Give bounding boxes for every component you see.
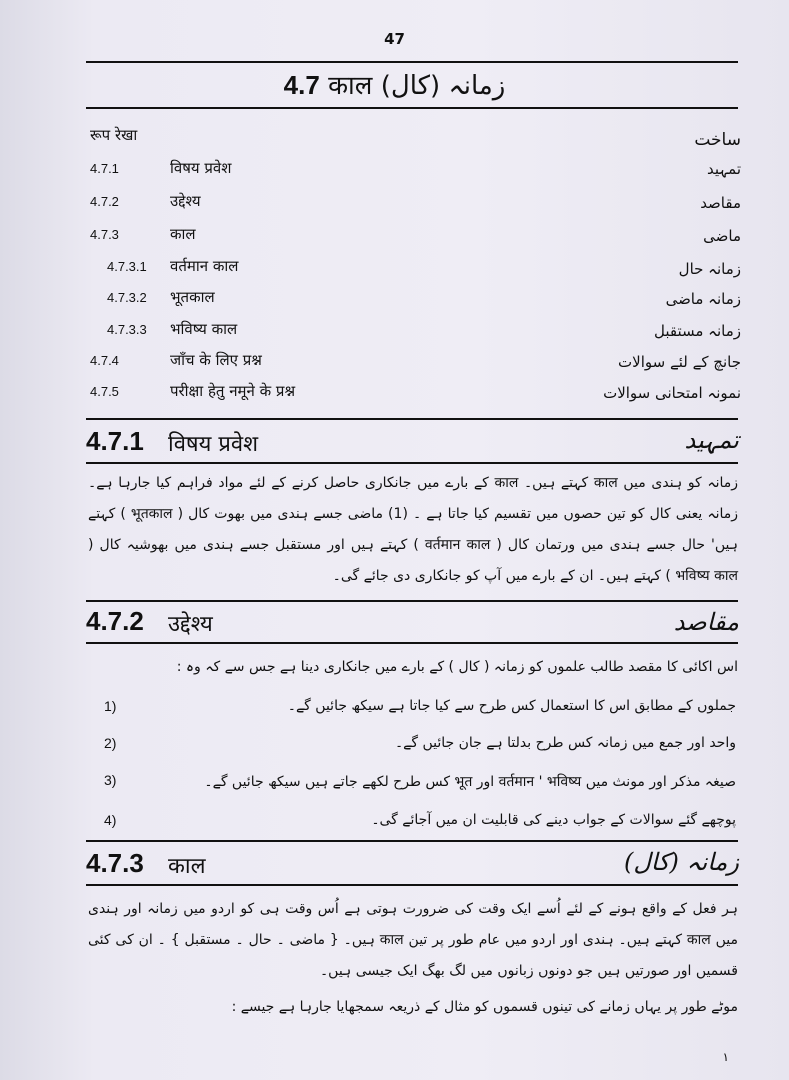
outline-item-urdu: زمانہ مستقبل: [654, 322, 741, 340]
objective-number: 4): [104, 812, 117, 828]
objective-text: واحد اور جمع میں زمانہ کس طرح بدلتا ہے جان جائیں گے۔: [394, 735, 736, 751]
section-2-hindi-title: उद्देश्य: [168, 612, 213, 637]
section-3-number: 4.7.3: [86, 848, 144, 878]
objective-number: 1): [104, 698, 117, 714]
outline-item-number: 4.7.3: [90, 227, 119, 242]
outline-item-hindi: विषय प्रवेश: [170, 159, 232, 177]
outline-item-number: 4.7.3.2: [107, 290, 147, 305]
section-1-bottom-rule: [86, 462, 738, 464]
title-urdu: (کال) زمانہ: [380, 71, 506, 101]
section-2-bottom-rule: [86, 642, 738, 644]
section-3-top-rule: [86, 840, 738, 842]
outline-item-hindi: काल: [170, 225, 196, 243]
section-1-hindi-title: विषय प्रवेश: [168, 432, 259, 457]
outline-item-hindi: भूतकाल: [170, 288, 215, 306]
outline-item-urdu: نمونہ امتحانی سوالات: [603, 384, 741, 402]
objective-number: 2): [104, 735, 117, 751]
section-3-hindi-title: काल: [168, 854, 206, 879]
outline-item-hindi: भविष्य काल: [170, 320, 238, 338]
outline-item-urdu: زمانہ ماضی: [665, 290, 741, 308]
outline-heading-urdu: ساخت: [694, 130, 741, 150]
outline-item-urdu: مقاصد: [700, 194, 741, 212]
outline-item-number: 4.7.2: [90, 194, 119, 209]
objective-text: پوچھے گئے سوالات کے جواب دینے کی قابلیت ان میں آجائے گی۔: [371, 812, 736, 828]
section-3-paragraph: ہر فعل کے واقع ہونے کے لئے اُسے ایک وقت کی ضرورت ہوتی ہے اُس وقت ہی کو اردو میں زمانہ اور ہندی میں काल کہتے ہیں۔ ہندی اور اردو میں عام طور پر تین काल ہیں۔ { ماضی ۔ حال ۔ مستقبل } ۔ ان کی کئی قسمیں اور صورتیں ہیں جو دونوں زبانوں میں لگ بھگ ایک جیسی ہیں۔: [88, 901, 738, 979]
outline-item-hindi: वर्तमान काल: [170, 257, 239, 275]
section-2-intro: اس اکائی کا مقصد طالب علموں کو زمانہ ( کال ) کے بارے میں جانکاری دینا ہے جس سے کہ وہ :: [176, 659, 738, 675]
section-3-urdu-title: زمانہ (کال): [623, 848, 739, 876]
section-1-paragraph: زمانہ کو ہندی میں काल کہتے ہیں۔ काल کے بارے میں جانکاری حاصل کرنے کے لئے مواد فراہم کیا جارہا ہے۔ زمانہ یعنی کال کو تین حصوں میں تقسیم کیا جاتا ہے ۔ (1) ماضی جسے ہندی میں بھوت کال ( भूतकाल ) کہتے ہیں' حال جسے ہندی میں ورتمان کال ( वर्तमान काल ) کہتے ہیں اور مستقبل جسے ہندی میں بھوشیہ کال ( भविष्य काल ) کہتے ہیں۔ ان کے بارے میں آپ کو جانکاری دی جائے گی۔: [88, 475, 738, 584]
section-3-paragraph-2: موٹے طور پر یہاں زمانے کی تینوں قسموں کو مثال کے ذریعہ سمجھایا جارہا ہے جیسے :: [231, 999, 738, 1015]
outline-item-number: 4.7.3.3: [107, 322, 147, 337]
title-number: 4.7: [283, 70, 320, 100]
section-2-top-rule: [86, 600, 738, 602]
outline-item-urdu: جانچ کے لئے سوالات: [618, 353, 741, 371]
section-1-urdu-title: تمہید: [684, 426, 739, 454]
title-top-rule: [86, 61, 738, 63]
outline-item-urdu: ماضی: [703, 227, 741, 245]
outline-item-urdu: زمانہ حال: [678, 260, 741, 278]
title-hindi: काल: [328, 71, 373, 101]
outline-item-number: 4.7.3.1: [107, 259, 147, 274]
page-number: 47: [384, 30, 405, 48]
section-2-number: 4.7.2: [86, 606, 144, 636]
outline-item-number: 4.7.1: [90, 161, 119, 176]
outline-item-hindi: उद्देश्य: [170, 192, 201, 210]
objective-text: صیغہ مذکر اور مونث میں वर्तमान ' भविष्य اور भूत کس طرح لکھے جاتے ہیں سیکھ جائیں گے۔: [204, 774, 736, 790]
title-bottom-rule: [86, 107, 738, 109]
page-title: [0, 66, 789, 102]
section-3-bottom-rule: [86, 884, 738, 886]
section-1-number: 4.7.1: [86, 426, 144, 456]
objective-text: جملوں کے مطابق اس کا استعمال کس طرح سے کیا جاتا ہے سیکھ جائیں گے۔: [287, 698, 736, 714]
outline-item-number: 4.7.4: [90, 353, 119, 368]
section-2-urdu-title: مقاصد: [673, 608, 739, 636]
section-1-top-rule: [86, 418, 738, 420]
outline-heading-hindi: रूप रेखा: [90, 126, 138, 144]
footer-mark: ١: [722, 1050, 729, 1064]
outline-item-hindi: जाँच के लिए प्रश्न: [170, 351, 262, 369]
objective-number: 3): [104, 772, 117, 788]
outline-item-urdu: تمہید: [706, 160, 741, 178]
outline-item-hindi: परीक्षा हेतु नमूने के प्रश्न: [170, 382, 296, 400]
outline-item-number: 4.7.5: [90, 384, 119, 399]
